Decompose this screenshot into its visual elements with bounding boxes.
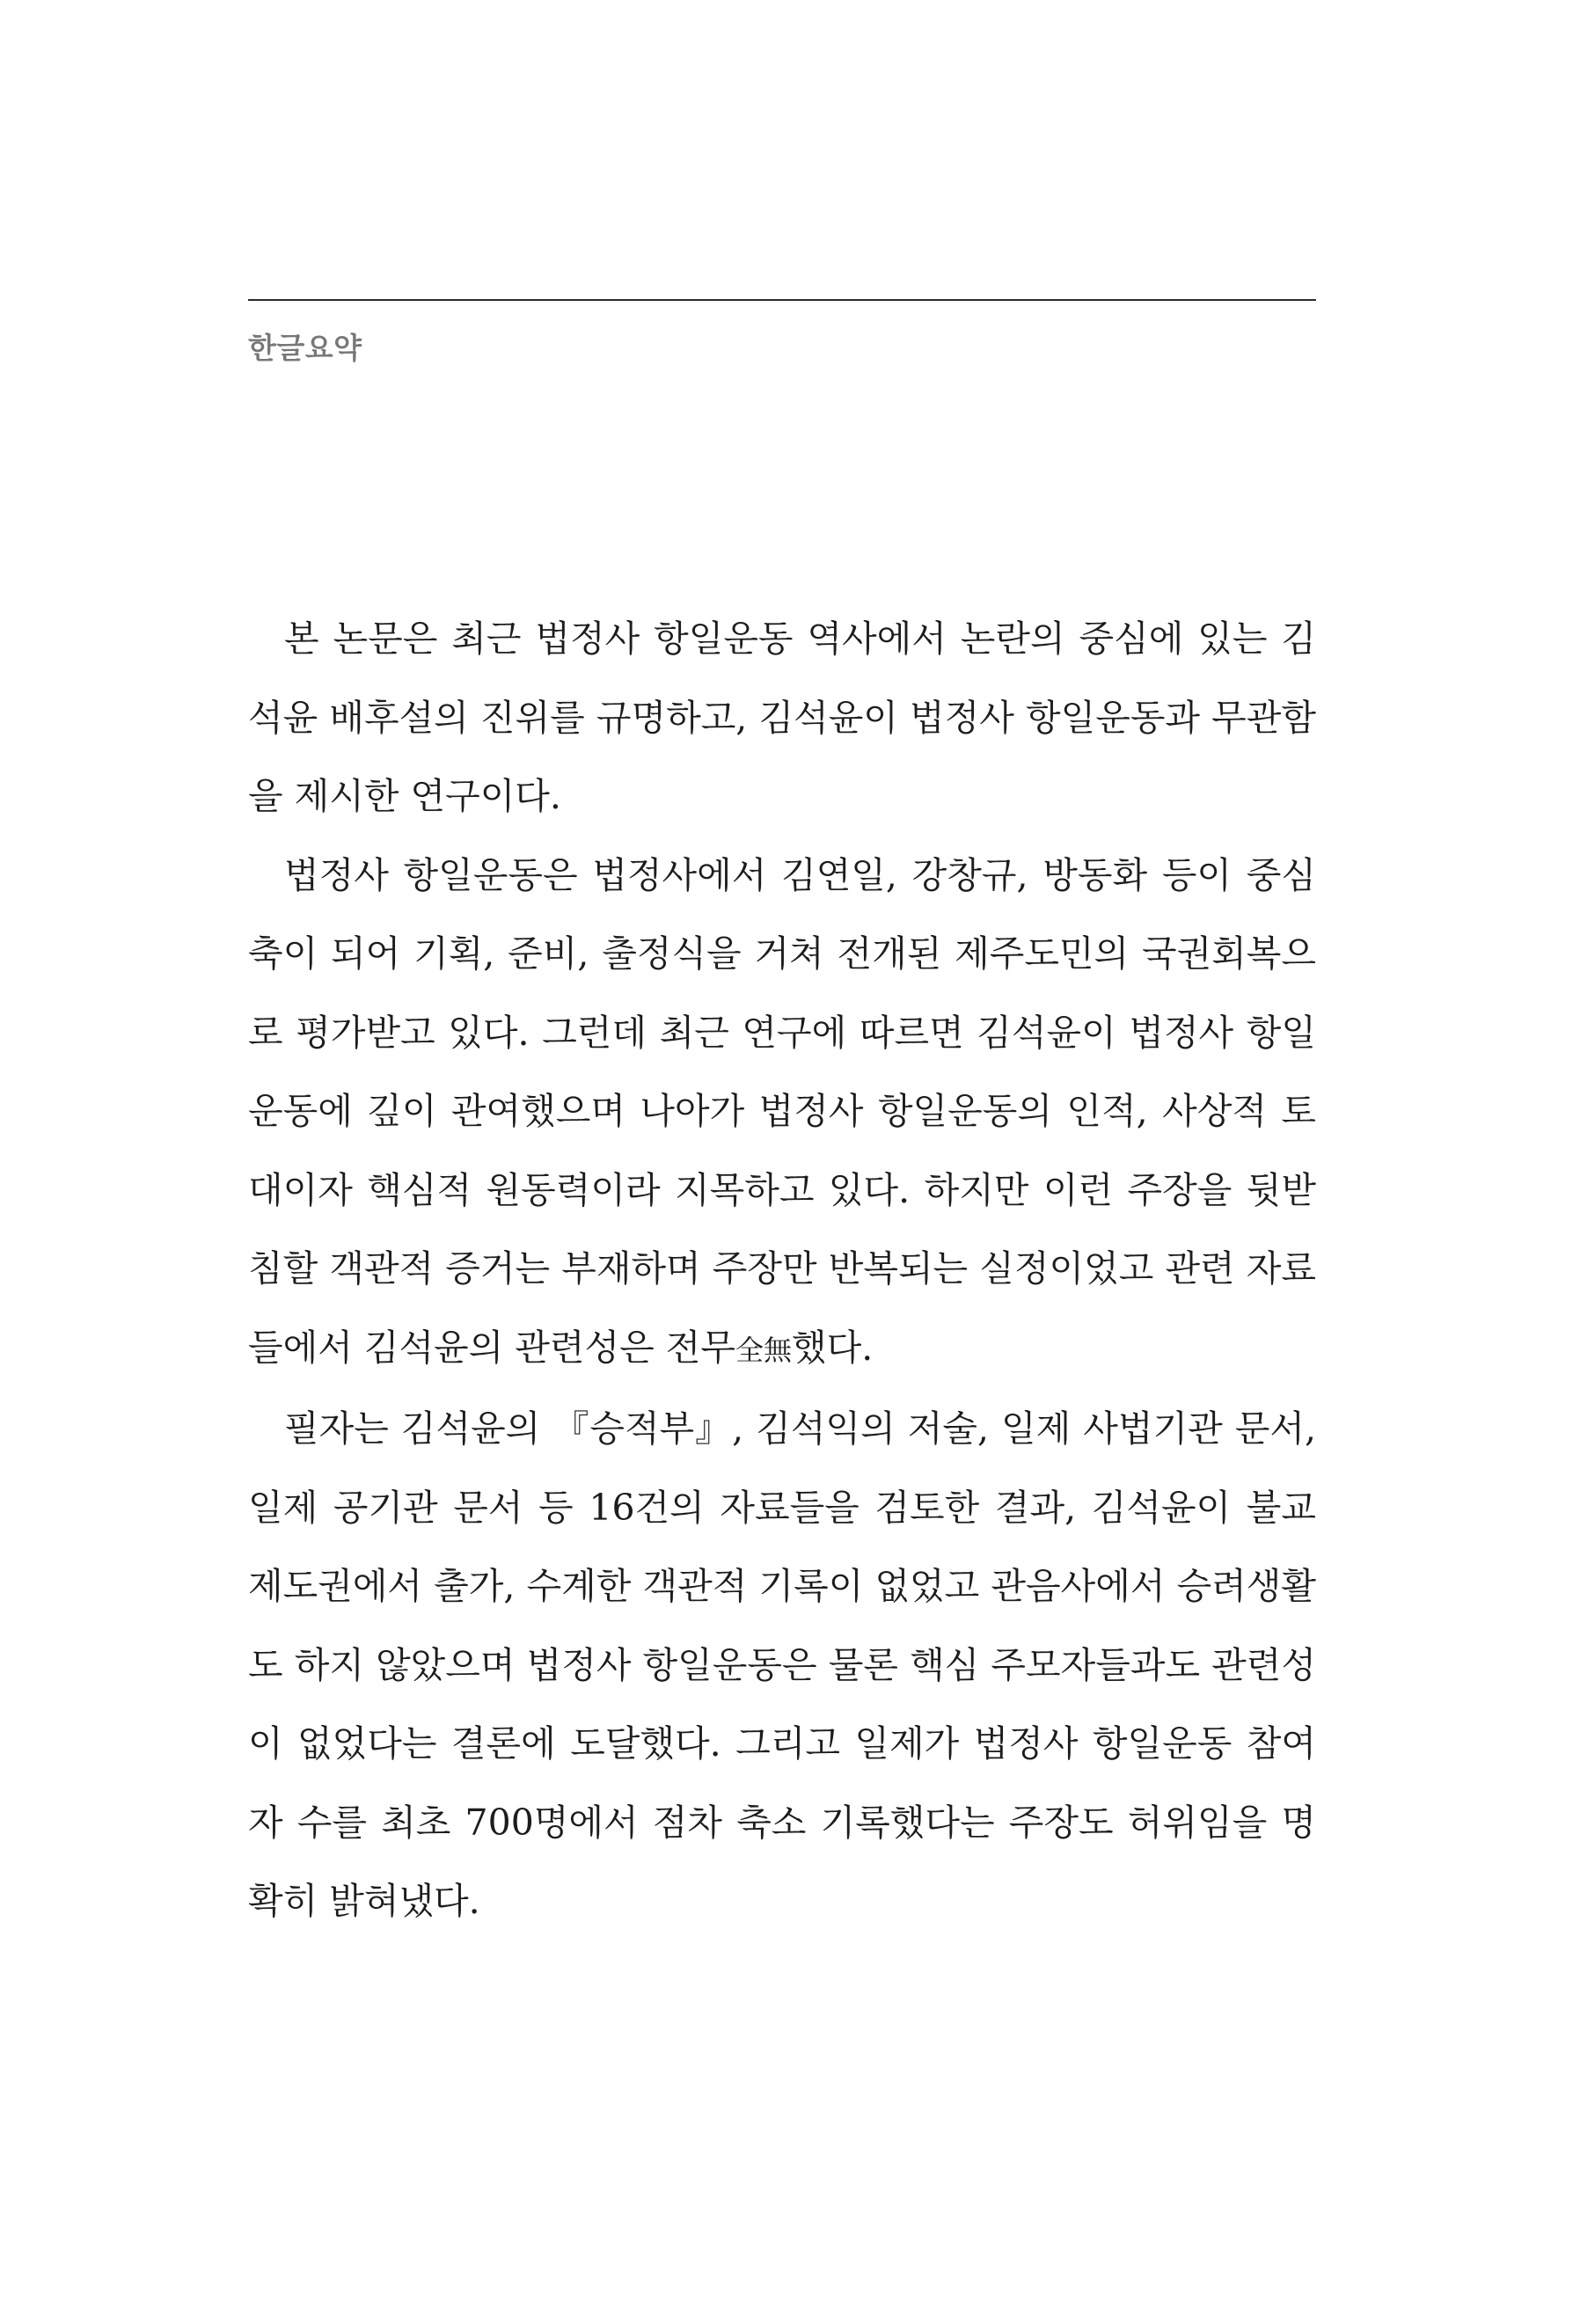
abstract-body <box>248 600 1316 1941</box>
header-rule <box>248 299 1316 301</box>
paragraph-text: 법정사 항일운동은 법정사에서 김연일, 강창규, 방동화 등이 중심축이 되어 기획, 준비, 출정식을 거쳐 전개된 제주도민의 국권회복으로 평가받고 있다. 그런데 최근 연구에 따르면 김석윤이 법정사 항일운동에 깊이 관여했으며 나아가 법정사 항일운동의 인적, 사상적 토대이자 핵심적 원동력이라 지목하고 있다. 하지만 이런 주장을 뒷받침할 객관적 증거는 부재하며 주장만 반복되는 실정이었고 관련 자료들에서 김석윤의 관련성은 전무 <box>248 853 1316 1369</box>
abstract-paragraph-1 <box>248 600 1316 837</box>
section-label: 한글요약 <box>248 331 362 365</box>
abstract-paragraph-2 <box>248 837 1316 1391</box>
paragraph-text: 필자는 김석윤의 『승적부』, 김석익의 저술, 일제 사법기관 문서, 일제 공기관 문서 등 16건의 자료들을 검토한 결과, 김석윤이 불교 제도권에서 출가, 수계한 객관적 기록이 없었고 관음사에서 승려생활도 하지 않았으며 법정사 항일운동은 물론 핵심 주모자들과도 관련성이 없었다는 결론에 도달했다. 그리고 일제가 법정사 항일운동 참여자 수를 최초 700명에서 점차 축소 기록했다는 주장도 허위임을 명확히 밝혀냈다. <box>248 1407 1316 1922</box>
paragraph-text: 본 논문은 최근 법정사 항일운동 역사에서 논란의 중심에 있는 김석윤 배후설의 진위를 규명하고, 김석윤이 법정사 항일운동과 무관함을 제시한 연구이다. <box>248 618 1316 817</box>
abstract-paragraph-3 <box>248 1390 1316 1941</box>
paragraph-text-tail: 했다. <box>792 1326 874 1369</box>
hanja-annotation: 全無 <box>735 1333 792 1367</box>
